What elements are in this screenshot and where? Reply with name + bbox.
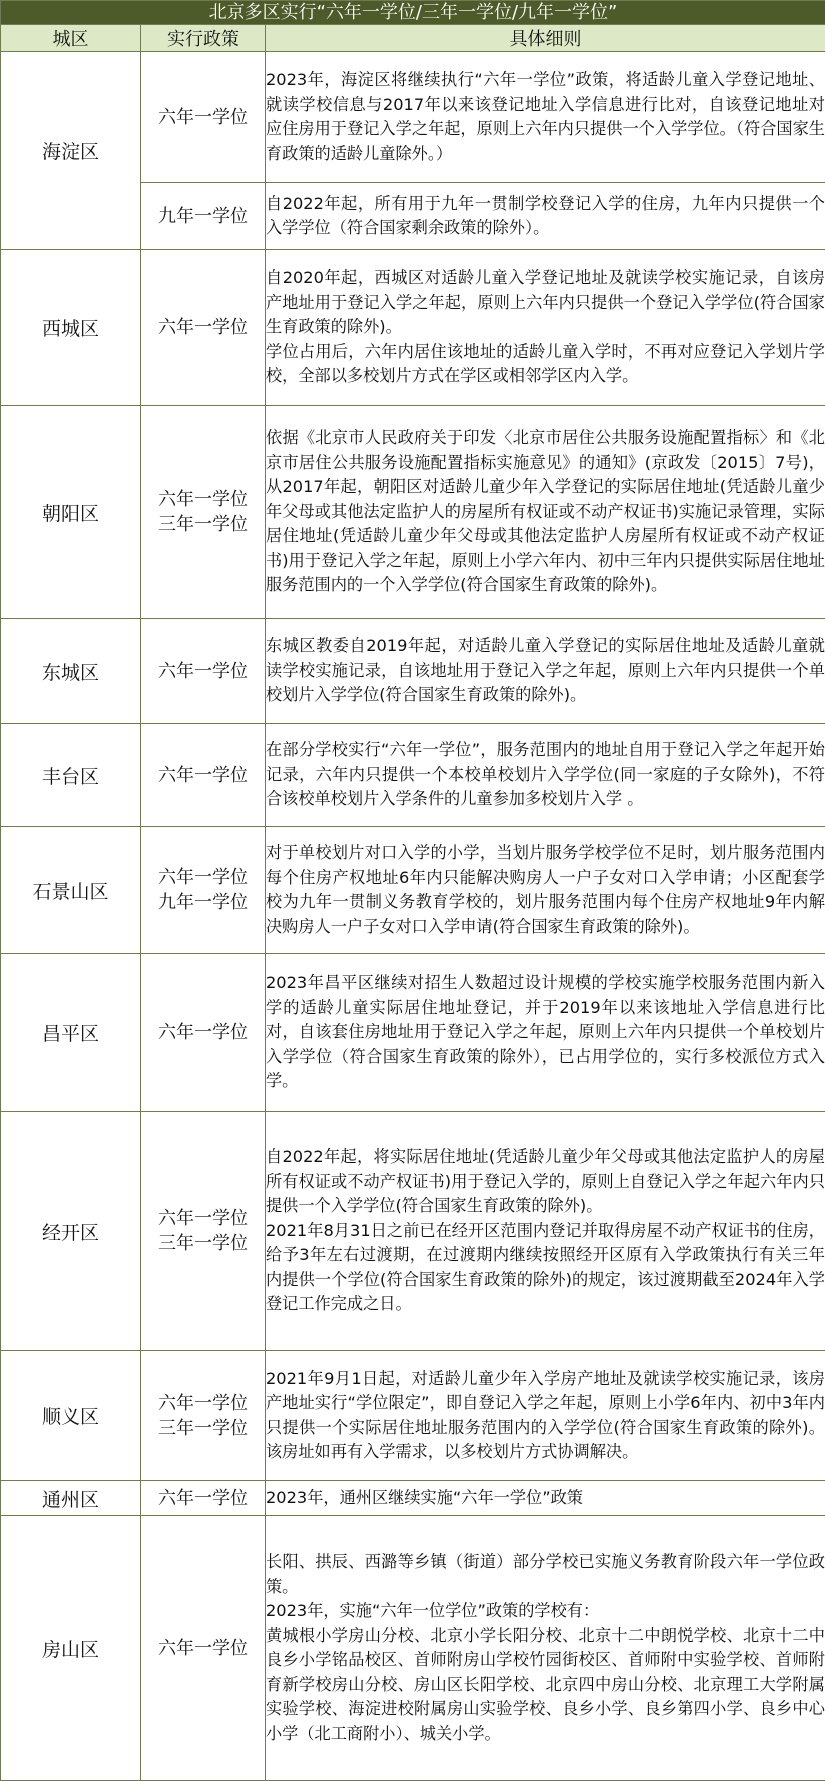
policy-cell bbox=[141, 1112, 266, 1351]
district-cell: 通州区 bbox=[1, 1481, 141, 1516]
policy-cell bbox=[141, 406, 266, 619]
district-cell: 西城区 bbox=[1, 250, 141, 406]
policy-label: 六年一学位 bbox=[158, 764, 248, 786]
district-cell: 东城区 bbox=[1, 619, 141, 724]
detail-text: 依据《北京市人民政府关于印发〈北京市居住公共服务设施配置指标〉和《北京市居住公共服务设施配置指标实施意见》的通知》(京政发〔2015〕7号)，从2017年起，朝阳区对适龄儿童少年入学登记的实际居住地址(凭适龄儿童少年父母或其他法定监护人的房屋所有权证或不动产权证书)实施记录管理，实际居住地址(凭适龄儿童少年父母或其他法定监护人房屋所有权证或不动产权证书)用于登记入学之年起，原则上小学六年内、初中三年内只提供实际居住地址服务范围内的一个入学学位(符合国家生育政策的除外)。 bbox=[266, 428, 825, 595]
policy-cell bbox=[141, 827, 266, 954]
detail-text: 在部分学校实行“六年一学位”，服务范围内的地址自用于登记入学之年起开始记录，六年内只提供一个本校单校划片入学学位(同一家庭的子女除外)，不符合该校单校划片入学条件的儿童参加多校划片入学 。 bbox=[266, 740, 825, 809]
district-cell: 顺义区 bbox=[1, 1351, 141, 1481]
detail-text: 2021年9月1日起，对适龄儿童少年入学房产地址及就读学校实施记录，该房产地址实行“学位限定”，即自登记入学之年起，原则上小学6年内、初中3年内只提供一个实际居住地址服务范围内的入学学位(符合国家生育政策的除外)。该房址如再有入学需求，以多校划片方式协调解决。 bbox=[266, 1368, 825, 1461]
table-row bbox=[1, 724, 825, 827]
detail-cell bbox=[266, 183, 825, 250]
policy-cell bbox=[141, 1516, 266, 1781]
policy-label: 三年一学位 bbox=[158, 1417, 248, 1439]
detail-text: 2023年，通州区继续实施“六年一学位”政策 bbox=[266, 1487, 583, 1507]
detail-text: 2023年昌平区继续对招生人数超过设计规模的学校实施学校服务范围内新入学的适龄儿童实际居住地址登记，并于2019年以来该地址入学信息进行比对，自该套住房地址用于登记入学之年起，原则上六年内只提供一个单校划片入学学位（符合国家生育政策的除外），已占用学位的，实行多校派位方式入学。 bbox=[266, 973, 825, 1091]
district-cell: 朝阳区 bbox=[1, 406, 141, 619]
header-detail: 具体细则 bbox=[266, 25, 825, 52]
policy-label: 六年一学位 bbox=[158, 1487, 248, 1509]
detail-text: 黄城根小学房山分校、北京小学长阳分校、北京十二中朗悦学校、北京十二中良乡小学铭品校区、首师附房山学校竹园街校区、首师附中实验学校、首师附育新学校房山分校、房山区长阳学校、北京四中房山分校、北京理工大学附属实验学校、海淀进校附属房山实验学校、良乡小学、良乡第四小学、良乡中心小学（北工商附小）、城关小学。 bbox=[266, 1625, 825, 1743]
policy-label: 六年一学位 bbox=[158, 1637, 248, 1659]
detail-text: 2021年8月31日之前已在经开区范围内登记并取得房屋不动产权证书的住房，给予3年左右过渡期，在过渡期内继续按照经开区原有入学政策执行有关三年内提供一个学位(符合国家生育政策的除外)的规定，该过渡期截至2024年入学登记工作完成之日。 bbox=[266, 1220, 825, 1314]
policy-label: 六年一学位 bbox=[158, 317, 248, 338]
table-row bbox=[1, 1112, 825, 1351]
policy-cell bbox=[141, 250, 266, 406]
detail-cell bbox=[266, 619, 825, 724]
table-row bbox=[1, 1516, 825, 1781]
table-row bbox=[1, 954, 825, 1112]
table-row bbox=[1, 619, 825, 724]
policy-label: 六年一学位 bbox=[158, 1208, 248, 1229]
detail-cell bbox=[266, 954, 825, 1112]
table-row bbox=[1, 1351, 825, 1481]
policy-cell bbox=[141, 724, 266, 827]
detail-cell bbox=[266, 1112, 825, 1351]
detail-text: 对于单校划片对口入学的小学，当划片服务学校学位不足时，划片服务范围内每个住房产权地址6年内只能解决购房人一户子女对口入学申请；小区配套学校为九年一贯制义务教育学校的，划片服务范围内每个住房产权地址9年内解决购房人一户子女对口入学申请(符合国家生育政策的除外)。 bbox=[266, 843, 825, 936]
detail-cell bbox=[266, 250, 825, 406]
detail-cell bbox=[266, 1351, 825, 1481]
district-cell: 丰台区 bbox=[1, 724, 141, 827]
policy-label: 六年一学位 bbox=[158, 660, 248, 682]
detail-text: 自2022年起，将实际居住地址(凭适龄儿童少年父母或其他法定监护人的房屋所有权证或不动产权证书)用于登记入学的，原则上自登记入学之年起六年内只提供一个入学学位(符合国家生育政策的除外)。 bbox=[266, 1147, 825, 1216]
district-cell: 房山区 bbox=[1, 1516, 141, 1781]
policy-label: 六年一学位 bbox=[158, 106, 248, 128]
detail-cell bbox=[266, 1516, 825, 1781]
table-row bbox=[1, 827, 825, 954]
table-row bbox=[1, 1481, 825, 1516]
policy-label: 六年一学位 bbox=[158, 1022, 248, 1043]
detail-text: 自2022年起，所有用于九年一贯制学校登记入学的住房，九年内只提供一个入学学位（符合国家剩余政策的除外）。 bbox=[266, 193, 825, 237]
policy-cell bbox=[141, 954, 266, 1112]
policy-cell bbox=[141, 1351, 266, 1481]
district-cell: 昌平区 bbox=[1, 954, 141, 1112]
detail-cell bbox=[266, 52, 825, 183]
detail-cell bbox=[266, 724, 825, 827]
detail-text: 2023年，海淀区将继续执行“六年一学位”政策，将适龄儿童入学登记地址、就读学校信息与2017年以来该登记地址入学信息进行比对，自该登记地址对应住房用于登记入学之年起，原则上六年内只提供一个入学学位。（符合国家生育政策的适龄儿童除外。） bbox=[266, 70, 825, 163]
detail-text: 东城区教委自2019年起，对适龄儿童入学登记的实际居住地址及适龄儿童就读学校实施记录，自该地址用于登记入学之年起，原则上六年内只提供一个单校划片入学学位(符合国家生育政策的除外)。 bbox=[266, 636, 825, 705]
detail-text: 学位占用后，六年内居住该地址的适龄儿童入学时，不再对应登记入学划片学校，全部以多校划片方式在学区或相邻学区内入学。 bbox=[266, 341, 825, 386]
district-cell: 经开区 bbox=[1, 1112, 141, 1351]
policy-cell bbox=[141, 52, 266, 183]
district-cell: 石景山区 bbox=[1, 827, 141, 954]
policy-label: 六年一学位 bbox=[158, 489, 248, 510]
policy-cell bbox=[141, 619, 266, 724]
table-row bbox=[1, 406, 825, 619]
detail-text: 自2020年起，西城区对适龄儿童入学登记地址及就读学校实施记录，自该房产地址用于登记入学之年起，原则上六年内只提供一个登记入学学位(符合国家生育政策的除外)。 bbox=[266, 268, 825, 337]
policy-label: 九年一学位 bbox=[158, 892, 248, 913]
table-title: 北京多区实行“六年一学位/三年一学位/九年一学位” bbox=[1, 1, 825, 25]
policy-cell bbox=[141, 1481, 266, 1516]
table-row bbox=[1, 250, 825, 406]
header-policy: 实行政策 bbox=[141, 25, 266, 52]
district-cell: 海淀区 bbox=[1, 52, 141, 250]
policy-label: 六年一学位 bbox=[158, 1392, 248, 1414]
policy-label: 三年一学位 bbox=[158, 1233, 248, 1254]
table-row bbox=[1, 52, 825, 183]
detail-cell bbox=[266, 1481, 825, 1516]
policy-label: 六年一学位 bbox=[158, 867, 248, 888]
detail-cell bbox=[266, 827, 825, 954]
detail-text: 长阳、拱辰、西潞等乡镇（街道）部分学校已实施义务教育阶段六年一学位政策。 bbox=[266, 1552, 825, 1596]
policy-label: 三年一学位 bbox=[158, 514, 248, 535]
header-district: 城区 bbox=[1, 25, 141, 52]
policy-label: 九年一学位 bbox=[158, 205, 248, 227]
detail-text: 2023年，实施“六年一位学位”政策的学校有： bbox=[266, 1601, 600, 1620]
detail-cell bbox=[266, 406, 825, 619]
policy-cell bbox=[141, 183, 266, 250]
